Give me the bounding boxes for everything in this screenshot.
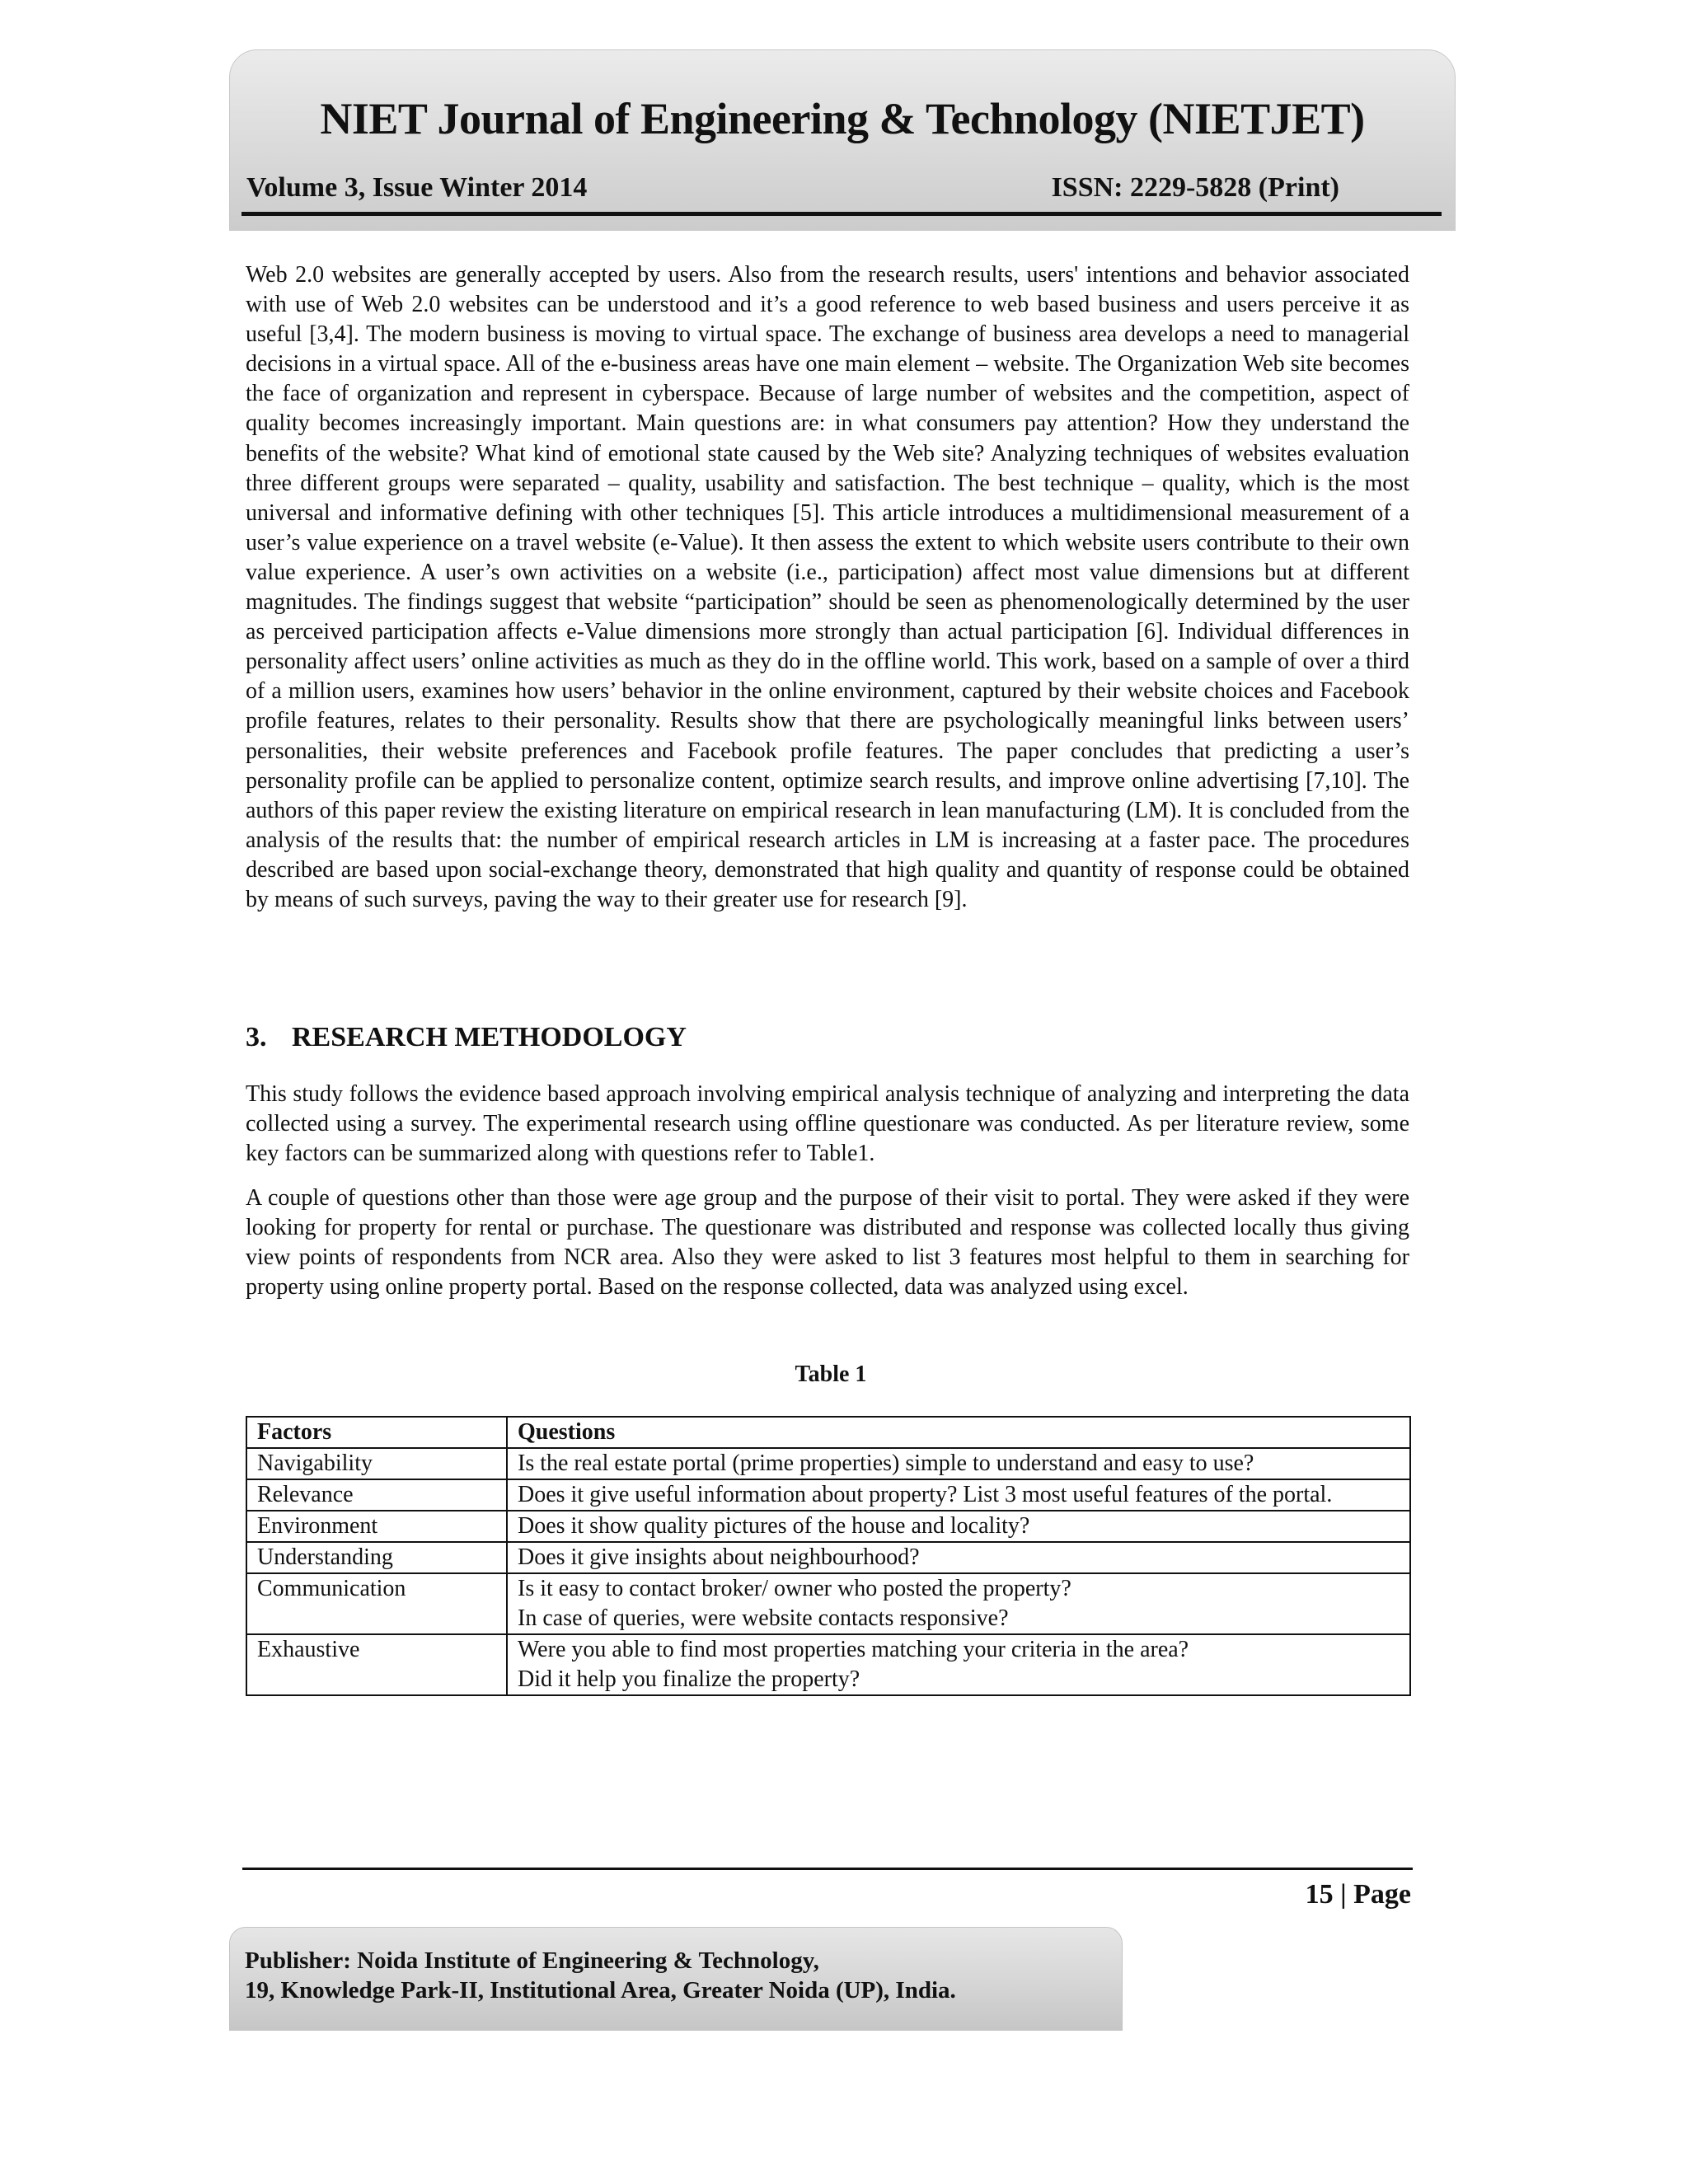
section-number: 3. (246, 1022, 267, 1052)
question-line: Were you able to find most properties matching your criteria in the area? (518, 1637, 1189, 1662)
footer-rule (242, 1868, 1413, 1870)
table-row (246, 1542, 1410, 1573)
journal-header (229, 49, 1456, 231)
table-row (246, 1634, 1410, 1695)
table-row (246, 1573, 1410, 1634)
table-caption-text: Table 1 (795, 1361, 867, 1387)
questions-cell: Does it give insights about neighbourhood? (507, 1542, 1410, 1573)
questions-cell: Does it show quality pictures of the house and locality? (507, 1511, 1410, 1542)
section-heading (246, 1022, 687, 1053)
paragraph-text: Web 2.0 websites are generally accepted by users. Also from the research results, users' intentions and behavior associated with use of Web 2.0 websites can be understood and it’s a good reference to web based business and users perceive it as useful [3,4]. The modern business is moving to virtual space. The exchange of business area develops a need to managerial decisions in a virtual space. All of the e-business areas have one main element – website. The Organization Web site becomes the face of organization and represent in cyberspace. Because of large number of websites and the competition, aspect of quality becomes increasingly important. Main questions are: in what consumers pay attention? How they understand the benefits of the website? What kind of emotional state caused by the Web site? Analyzing techniques of websites evaluation three different groups were separated – quality, usability and satisfaction. The best technique – quality, which is the most universal and informative defining with other techniques [5]. This article introduces a multidimensional measurement of a user’s value experience on a travel website (e-Value). It then assess the extent to which website users contribute to their own value experience. A user’s own activities on a website (i.e., participation) affect most value dimensions but at different magnitudes. The findings suggest that website “participation” should be seen as phenomenologically determined by the user as perceived participation affects e-Value dimensions more strongly than actual participation [6]. Individual differences in personality affect users’ online activities as much as they do in the offline world. This work, based on a sample of over a third of a million users, examines how users’ behavior in the online environment, captured by their website choices and Facebook profile features, relates to their personality. Results show that there are psychologically meaningful links between users’ personalities, their website preferences and Facebook profile features. The paper concludes that predicting a user’s personality profile can be applied to personalize content, optimize search results, and improve online advertising [7,10]. The authors of this paper review the existing literature on empirical research in lean manufacturing (LM). It is concluded from the analysis of the results that: the number of empirical research articles in LM is increasing at a faster pace. The procedures described are based upon social-exchange theory, demonstrated that high quality and quantity of response could be obtained by means of such surveys, paving the way to their greater use for research [9]. (246, 262, 1409, 912)
factors-table (246, 1416, 1411, 1696)
questions-cell (507, 1634, 1410, 1695)
volume-issue: Volume 3, Issue Winter 2014 (246, 172, 588, 203)
table-caption (0, 1361, 1688, 1388)
table-header-row (246, 1417, 1410, 1448)
paragraph-questions (246, 1183, 1409, 1302)
header-rule (241, 212, 1442, 216)
factor-cell: Communication (246, 1573, 507, 1634)
factor-cell: Navigability (246, 1448, 507, 1479)
questions-cell (507, 1573, 1410, 1634)
page-number: 15 | Page (1305, 1879, 1411, 1910)
questions-cell: Is the real estate portal (prime properties) simple to understand and easy to use? (507, 1448, 1410, 1479)
factor-cell: Environment (246, 1511, 507, 1542)
journal-title: NIET Journal of Engineering & Technology (NIETJET) (320, 94, 1365, 143)
question-line: Is it easy to contact broker/ owner who posted the property? (518, 1576, 1071, 1601)
question-line: In case of queries, were website contacts responsive? (518, 1605, 1009, 1631)
header-questions: Questions (507, 1417, 1410, 1448)
question-line: Did it help you finalize the property? (518, 1666, 860, 1692)
header-factors: Factors (246, 1417, 507, 1448)
questions-cell: Does it give useful information about property? List 3 most useful features of the portal. (507, 1479, 1410, 1511)
paragraph-methodology (246, 1080, 1409, 1169)
factor-cell: Understanding (246, 1542, 507, 1573)
section-title: RESEARCH METHODOLOGY (292, 1022, 687, 1052)
publisher-box (229, 1927, 1123, 2031)
paragraph-text: A couple of questions other than those were age group and the purpose of their visit to portal. They were asked if they were looking for property for rental or purchase. The questionare was distributed and response was collected locally thus giving view points of respondents from NCR area. Also they were asked to list 3 features most helpful to them in searching for property using online property portal. Based on the response collected, data was analyzed using excel. (246, 1185, 1409, 1301)
issn: ISSN: 2229-5828 (Print) (1051, 172, 1339, 203)
publisher-name: Publisher: Noida Institute of Engineering & Technology, (245, 1947, 819, 1974)
table-row (246, 1479, 1410, 1511)
publisher-address: 19, Knowledge Park-II, Institutional Area, Greater Noida (UP), India. (245, 1977, 956, 2004)
table-row (246, 1448, 1410, 1479)
factor-cell: Exhaustive (246, 1634, 507, 1695)
table-row (246, 1511, 1410, 1542)
factor-cell: Relevance (246, 1479, 507, 1511)
paragraph-text: This study follows the evidence based approach involving empirical analysis technique of analyzing and interpreting the data collected using a survey. The experimental research using offline questionare was conducted. As per literature review, some key factors can be summarized along with questions refer to Table1. (246, 1081, 1409, 1167)
paragraph-literature (246, 260, 1409, 915)
